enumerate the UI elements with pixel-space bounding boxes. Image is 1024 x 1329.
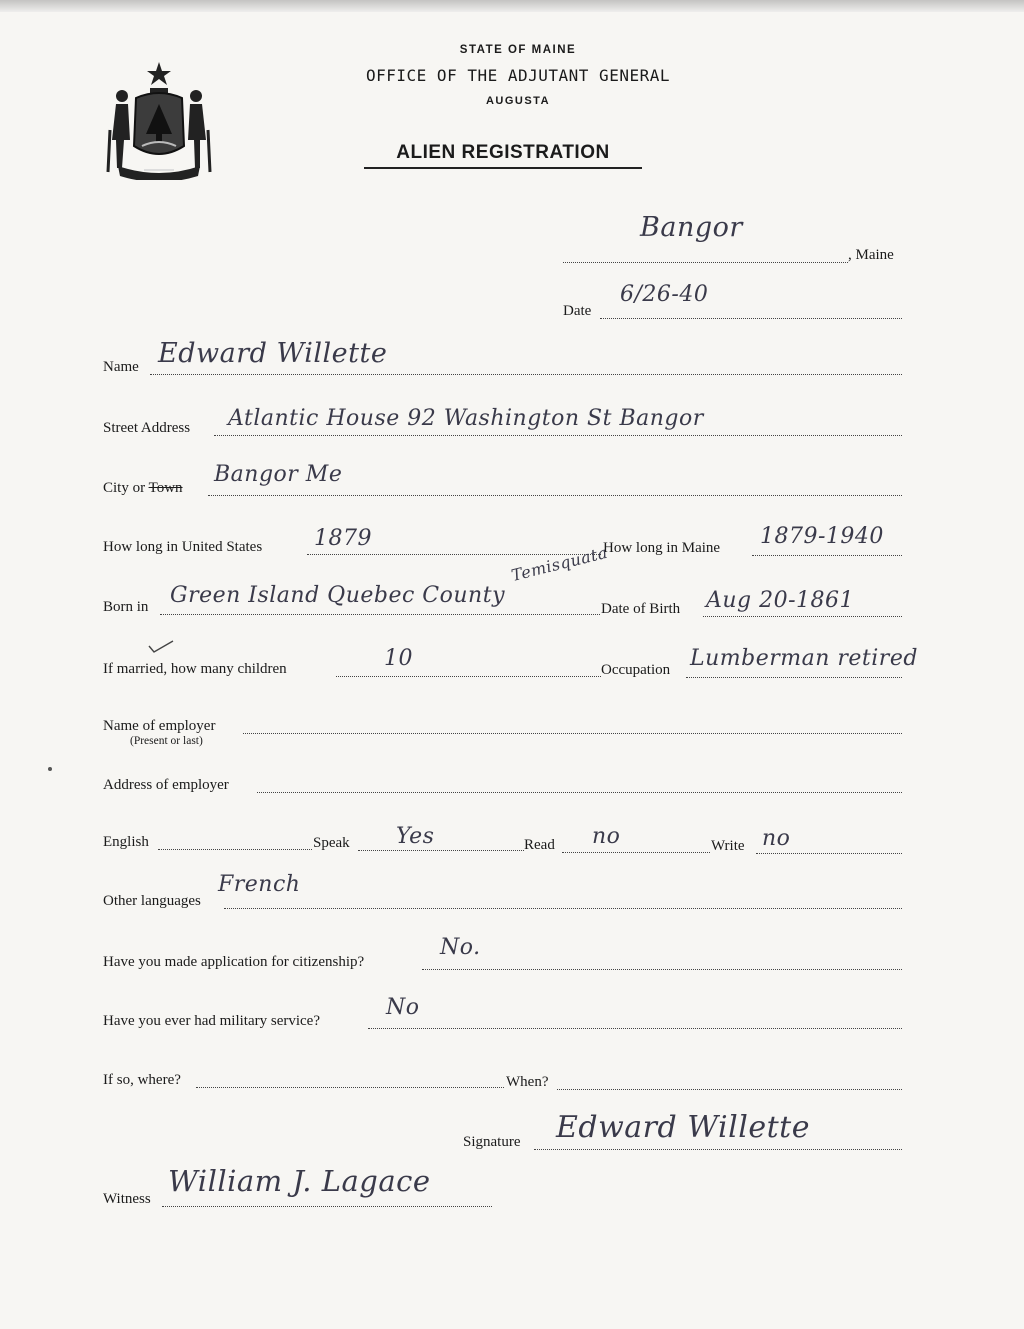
other-languages-entry: French [218,872,301,897]
employer-line [243,733,902,734]
read-label: Read [524,837,555,853]
dob-entry: Aug 20-1861 [706,588,855,613]
header-state: STATE OF MAINE [459,44,577,56]
when-line [557,1089,902,1090]
english-line [158,849,312,850]
witness-label: Witness [103,1191,151,1207]
city-label-struck: Town [148,480,183,496]
dob-line [703,616,902,617]
employer-label: Name of employer [103,718,216,734]
scan-speck [48,767,52,771]
where-label: If so, where? [103,1072,181,1088]
name-line [150,374,902,375]
employer-sublabel: (Present or last) [130,735,203,747]
signature-entry: Edward Willette [556,1110,810,1145]
military-label: Have you ever had military service? [103,1013,320,1029]
city-entry: Bangor Me [214,462,343,487]
write-line [756,853,902,854]
witness-line [162,1206,492,1207]
citizenship-label: Have you made application for citizenship? [103,954,365,970]
speak-entry: Yes [396,824,435,849]
city-label [103,480,183,497]
speak-label: Speak [313,835,350,851]
signature-line [534,1149,902,1150]
english-label: English [103,834,149,850]
street-label: Street Address [103,420,191,436]
city-label-prefix: City or [103,480,146,496]
place-line [563,262,848,263]
street-entry: Atlantic House 92 Washington St Bangor [228,406,704,431]
other-languages-label: Other languages [103,893,201,909]
born-line [160,614,600,615]
other-languages-line [224,908,902,909]
write-label: Write [711,838,745,854]
date-line [600,318,902,319]
maine-duration-label: How long in Maine [603,540,721,556]
date-entry: 6/26-40 [620,282,709,307]
witness-entry: William J. Lagace [168,1164,431,1198]
us-label: How long in United States [103,539,263,555]
us-entry: 1879 [314,526,372,551]
born-entry: Green Island Quebec County [170,583,505,608]
read-entry: no [592,824,621,849]
form-title: ALIEN REGISTRATION [364,142,642,169]
name-label: Name [103,359,139,375]
maine-duration-line [752,555,902,556]
military-entry: No [386,995,420,1020]
military-line [368,1028,902,1029]
dob-label: Date of Birth [601,601,681,617]
write-entry: no [762,826,791,851]
citizenship-entry: No. [440,935,481,960]
speak-line [358,850,524,851]
occupation-entry: Lumberman retired [690,646,918,671]
occupation-line [686,677,902,678]
when-label: When? [506,1074,549,1090]
city-line [208,495,902,496]
employer-address-label: Address of employer [103,777,229,793]
checkmark-icon [148,640,174,654]
children-entry: 10 [384,646,413,671]
born-county-entry: Temisquata [509,542,610,585]
children-label: If married, how many children [103,661,287,677]
occupation-label: Occupation [601,662,671,678]
header-city: AUGUSTA [485,95,551,107]
signature-label: Signature [463,1134,521,1150]
employer-address-line [257,792,902,793]
citizenship-line [422,969,902,970]
born-label: Born in [103,599,149,615]
place-entry: Bangor [640,212,743,243]
read-line [562,852,710,853]
date-label: Date [563,303,592,319]
where-line [196,1087,504,1088]
maine-duration-entry: 1879-1940 [760,524,884,549]
children-line [336,676,601,677]
header-office: OFFICE OF THE ADJUTANT GENERAL [366,66,670,85]
maine-label: , Maine [848,247,894,263]
name-entry: Edward Willette [158,338,388,369]
scan-edge [0,0,1024,12]
street-line [214,435,902,436]
